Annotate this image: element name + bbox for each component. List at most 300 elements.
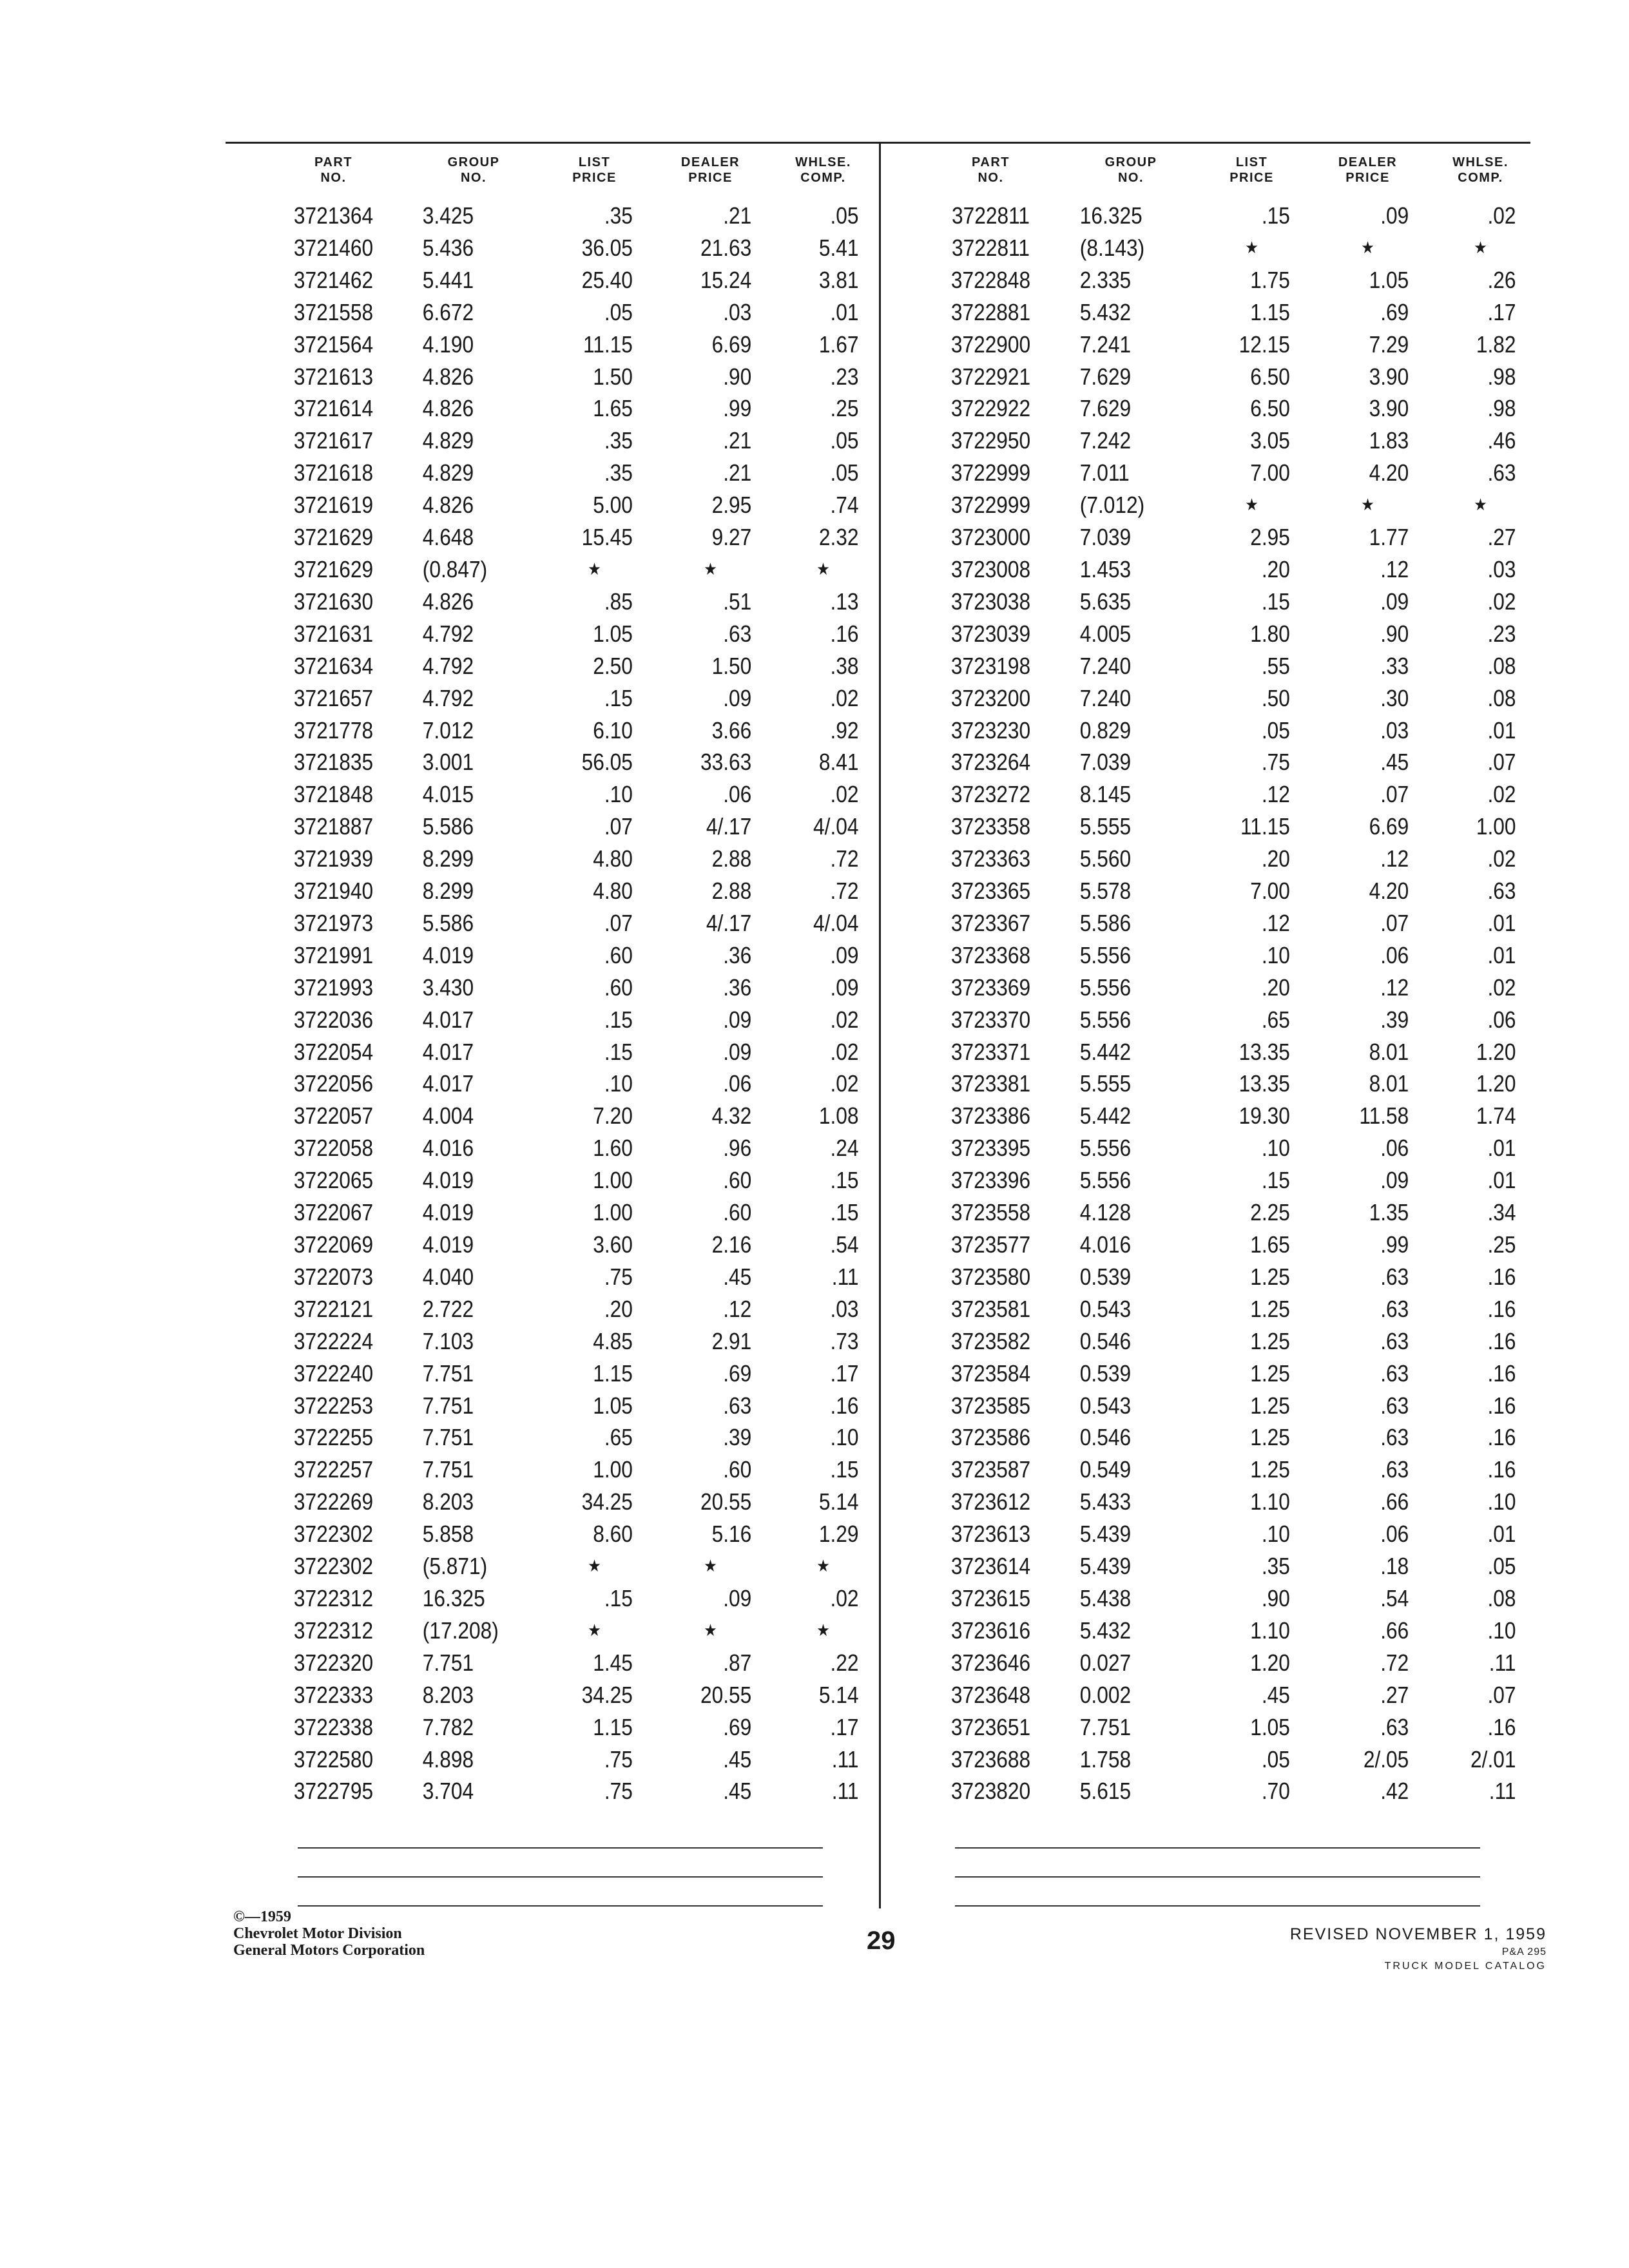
table-row bbox=[258, 1775, 876, 1807]
whlse-comp-cell: .02 bbox=[830, 1038, 859, 1065]
group-number-cell: 4.004 bbox=[422, 1102, 474, 1129]
dealer-price-cell: .90 bbox=[723, 363, 752, 390]
whlse-comp-cell: .11 bbox=[831, 1263, 859, 1290]
table-row bbox=[915, 296, 1534, 329]
list-price-cell: 5.00 bbox=[593, 492, 633, 519]
table-row bbox=[258, 778, 876, 811]
dealer-price-cell: .99 bbox=[723, 395, 752, 422]
table-row bbox=[258, 1744, 876, 1776]
whlse-comp-cell: .34 bbox=[1487, 1199, 1516, 1226]
group-number-cell: 8.203 bbox=[422, 1488, 474, 1515]
list-price-cell: .60 bbox=[604, 974, 633, 1001]
group-number-cell: 4.040 bbox=[422, 1263, 474, 1290]
table-row bbox=[915, 1550, 1534, 1582]
part-number-cell: 3721887 bbox=[293, 813, 374, 840]
dealer-price-cell: .69 bbox=[723, 1713, 752, 1740]
list-price-cell: 1.25 bbox=[1250, 1456, 1290, 1483]
table-row bbox=[915, 1164, 1534, 1196]
group-number-cell: 4.019 bbox=[422, 941, 474, 968]
list-price-cell: 12.15 bbox=[1239, 331, 1290, 358]
dealer-price-cell: 6.69 bbox=[1369, 813, 1409, 840]
dealer-price-cell: .27 bbox=[1380, 1681, 1409, 1708]
dealer-price-cell: .12 bbox=[1380, 974, 1409, 1001]
whlse-comp-cell: .02 bbox=[830, 684, 859, 711]
right-price-table bbox=[915, 155, 1534, 1807]
table-row bbox=[258, 521, 876, 553]
list-price-cell: .10 bbox=[1261, 1135, 1290, 1162]
whlse-comp-cell: ★ bbox=[1474, 495, 1487, 515]
table-row bbox=[258, 907, 876, 939]
group-number-cell: 4.016 bbox=[422, 1135, 474, 1162]
part-number-cell: 3723615 bbox=[950, 1584, 1031, 1611]
part-number-cell: 3723358 bbox=[950, 813, 1031, 840]
dealer-price-cell: .69 bbox=[723, 1360, 752, 1387]
list-price-cell: 2.50 bbox=[593, 652, 633, 679]
list-price-cell: 36.05 bbox=[581, 234, 633, 261]
table-row bbox=[915, 1004, 1534, 1036]
whlse-comp-cell: 1.00 bbox=[1476, 813, 1516, 840]
whlse-comp-cell: 1.08 bbox=[818, 1102, 859, 1129]
list-price-cell: .12 bbox=[1261, 781, 1290, 808]
table-row bbox=[258, 1261, 876, 1293]
dealer-price-cell: .06 bbox=[1380, 1521, 1409, 1548]
list-price-cell: 1.15 bbox=[1250, 298, 1290, 325]
part-number-cell: 3721631 bbox=[293, 620, 374, 647]
header-part-no: PART NO. bbox=[972, 155, 1010, 185]
table-row bbox=[915, 489, 1534, 521]
whlse-comp-cell: .72 bbox=[830, 845, 859, 872]
part-number-cell: 3721364 bbox=[293, 202, 374, 229]
dealer-price-cell: .63 bbox=[1380, 1263, 1409, 1290]
blank-entry-line bbox=[298, 1847, 823, 1849]
dealer-price-cell: .96 bbox=[723, 1135, 752, 1162]
part-number-cell: 3722065 bbox=[293, 1167, 374, 1194]
part-number-cell: 3722320 bbox=[293, 1649, 374, 1676]
part-number-cell: 3722302 bbox=[293, 1553, 374, 1580]
header-dealer-price: DEALER PRICE bbox=[680, 155, 740, 185]
whlse-comp-cell: 5.41 bbox=[818, 234, 859, 261]
table-row bbox=[915, 361, 1534, 393]
whlse-comp-cell: .02 bbox=[830, 781, 859, 808]
part-number-cell: 3723000 bbox=[950, 524, 1031, 551]
dealer-price-cell: 7.29 bbox=[1369, 331, 1409, 358]
table-row bbox=[258, 457, 876, 489]
table-row bbox=[915, 746, 1534, 778]
part-number-cell: 3723381 bbox=[950, 1070, 1031, 1097]
part-number-cell: 3723582 bbox=[950, 1327, 1031, 1354]
whlse-comp-cell: .25 bbox=[830, 395, 859, 422]
group-number-cell: 5.615 bbox=[1079, 1778, 1132, 1805]
group-number-cell: 8.299 bbox=[422, 878, 474, 905]
part-number-cell: 3723371 bbox=[950, 1038, 1031, 1065]
copyright-block bbox=[233, 1908, 425, 1959]
list-price-cell: 1.45 bbox=[593, 1649, 633, 1676]
part-number-cell: 3721630 bbox=[293, 588, 374, 615]
whlse-comp-cell: 1.20 bbox=[1476, 1038, 1516, 1065]
list-price-cell: ★ bbox=[588, 559, 601, 579]
part-number-cell: 3722073 bbox=[293, 1263, 374, 1290]
whlse-comp-cell: .08 bbox=[1487, 684, 1516, 711]
header-whlse-comp: WHLSE. COMP. bbox=[795, 155, 851, 185]
list-price-cell: .85 bbox=[604, 588, 633, 615]
list-price-cell: .20 bbox=[1261, 555, 1290, 582]
table-row bbox=[915, 553, 1534, 586]
list-price-cell: .15 bbox=[604, 1038, 633, 1065]
dealer-price-cell: 4.20 bbox=[1369, 878, 1409, 905]
group-number-cell: 7.039 bbox=[1079, 749, 1132, 776]
list-price-cell: 3.60 bbox=[593, 1231, 633, 1258]
group-number-cell: 7.240 bbox=[1079, 652, 1132, 679]
list-price-cell: 1.15 bbox=[593, 1713, 633, 1740]
group-number-cell: 4.826 bbox=[422, 363, 474, 390]
part-number-cell: 3721617 bbox=[293, 427, 374, 454]
whlse-comp-cell: 2.32 bbox=[818, 524, 859, 551]
whlse-comp-cell: ★ bbox=[816, 559, 830, 579]
part-number-cell: 3721835 bbox=[293, 749, 374, 776]
list-price-cell: 1.20 bbox=[1250, 1649, 1290, 1676]
dealer-price-cell: .09 bbox=[1380, 202, 1409, 229]
part-number-cell: 3721613 bbox=[293, 363, 374, 390]
table-row bbox=[915, 778, 1534, 811]
list-price-cell: .50 bbox=[1261, 684, 1290, 711]
whlse-comp-cell: .10 bbox=[1487, 1617, 1516, 1644]
group-number-cell: 4.017 bbox=[422, 1006, 474, 1033]
dealer-price-cell: .45 bbox=[1380, 749, 1409, 776]
whlse-comp-cell: .07 bbox=[1487, 1681, 1516, 1708]
table-row bbox=[915, 1647, 1534, 1679]
table-row bbox=[915, 1582, 1534, 1615]
table-row bbox=[915, 1679, 1534, 1711]
dealer-price-cell: .09 bbox=[723, 684, 752, 711]
header-group-no: GROUP NO. bbox=[447, 155, 500, 185]
group-number-cell: 4.017 bbox=[422, 1038, 474, 1065]
part-number-cell: 3721657 bbox=[293, 684, 374, 711]
whlse-comp-cell: 1.29 bbox=[818, 1521, 859, 1548]
part-number-cell: 3721778 bbox=[293, 716, 374, 744]
dealer-price-cell: .99 bbox=[1380, 1231, 1409, 1258]
part-number-cell: 3721460 bbox=[293, 234, 374, 261]
table-row bbox=[915, 586, 1534, 618]
part-number-cell: 3722881 bbox=[950, 298, 1031, 325]
list-price-cell: 56.05 bbox=[581, 749, 633, 776]
part-number-cell: 3721618 bbox=[293, 459, 374, 486]
whlse-comp-cell: .03 bbox=[830, 1295, 859, 1322]
group-number-cell: 7.241 bbox=[1079, 331, 1132, 358]
table-row bbox=[258, 1711, 876, 1744]
list-price-cell: 1.75 bbox=[1250, 266, 1290, 293]
list-price-cell: .65 bbox=[604, 1424, 633, 1451]
whlse-comp-cell: .02 bbox=[830, 1070, 859, 1097]
part-number-cell: 3721848 bbox=[293, 781, 374, 808]
table-row bbox=[258, 329, 876, 361]
group-number-cell: 5.442 bbox=[1079, 1038, 1132, 1065]
division-name: Chevrolet Motor Division bbox=[233, 1925, 402, 1942]
dealer-price-cell: .03 bbox=[723, 298, 752, 325]
dealer-price-cell: .36 bbox=[723, 974, 752, 1001]
list-price-cell: .15 bbox=[1261, 202, 1290, 229]
whlse-comp-cell: .15 bbox=[830, 1199, 859, 1226]
list-price-cell: 4.80 bbox=[593, 878, 633, 905]
whlse-comp-cell: .17 bbox=[830, 1713, 859, 1740]
dealer-price-cell: 21.63 bbox=[700, 234, 752, 261]
whlse-comp-cell: .72 bbox=[830, 878, 859, 905]
list-price-cell: 1.25 bbox=[1250, 1360, 1290, 1387]
table-row bbox=[258, 1036, 876, 1068]
part-number-cell: 3723386 bbox=[950, 1102, 1031, 1129]
header-group-no: GROUP NO. bbox=[1104, 155, 1157, 185]
list-price-cell: .20 bbox=[1261, 974, 1290, 1001]
dealer-price-cell: .63 bbox=[1380, 1360, 1409, 1387]
whlse-comp-cell: .01 bbox=[1487, 716, 1516, 744]
table-row bbox=[258, 1454, 876, 1486]
dealer-price-cell: .12 bbox=[1380, 845, 1409, 872]
dealer-price-cell: .06 bbox=[723, 1070, 752, 1097]
list-price-cell: 7.20 bbox=[593, 1102, 633, 1129]
table-row bbox=[258, 1068, 876, 1100]
whlse-comp-cell: .11 bbox=[1489, 1649, 1516, 1676]
part-number-cell: 3723820 bbox=[950, 1778, 1031, 1805]
whlse-comp-cell: .15 bbox=[830, 1167, 859, 1194]
whlse-comp-cell: .98 bbox=[1487, 395, 1516, 422]
right-price-column bbox=[915, 155, 1534, 1807]
dealer-price-cell: .07 bbox=[1380, 909, 1409, 936]
part-number-cell: 3722036 bbox=[293, 1006, 374, 1033]
list-price-cell: .15 bbox=[604, 1006, 633, 1033]
part-number-cell: 3721558 bbox=[293, 298, 374, 325]
list-price-cell: 4.85 bbox=[593, 1327, 633, 1354]
header-whlse-comp: WHLSE. COMP. bbox=[1452, 155, 1509, 185]
dealer-price-cell: .33 bbox=[1380, 652, 1409, 679]
whlse-comp-cell: .10 bbox=[830, 1424, 859, 1451]
dealer-price-cell: .45 bbox=[723, 1778, 752, 1805]
list-price-cell: 1.00 bbox=[593, 1199, 633, 1226]
list-price-cell: ★ bbox=[588, 1620, 601, 1640]
table-row bbox=[258, 489, 876, 521]
dealer-price-cell: .66 bbox=[1380, 1617, 1409, 1644]
dealer-price-cell: 20.55 bbox=[700, 1488, 752, 1515]
dealer-price-cell: .90 bbox=[1380, 620, 1409, 647]
list-price-cell: 25.40 bbox=[581, 266, 633, 293]
part-number-cell: 3723396 bbox=[950, 1167, 1031, 1194]
whlse-comp-cell: .05 bbox=[830, 427, 859, 454]
table-row bbox=[915, 1421, 1534, 1454]
table-row bbox=[915, 521, 1534, 553]
table-row bbox=[915, 1293, 1534, 1325]
list-price-cell: 1.50 bbox=[593, 363, 633, 390]
group-number-cell: 4.826 bbox=[422, 588, 474, 615]
whlse-comp-cell: 1.67 bbox=[818, 331, 859, 358]
whlse-comp-cell: .02 bbox=[1487, 781, 1516, 808]
whlse-comp-cell: .11 bbox=[831, 1778, 859, 1805]
part-number-cell: 3722269 bbox=[293, 1488, 374, 1515]
list-price-cell: 6.10 bbox=[593, 716, 633, 744]
group-number-cell: 5.433 bbox=[1079, 1488, 1132, 1515]
group-number-cell: 3.704 bbox=[422, 1778, 474, 1805]
group-number-cell: 2.722 bbox=[422, 1295, 474, 1322]
part-number-cell: 3722069 bbox=[293, 1231, 374, 1258]
list-price-cell: 15.45 bbox=[581, 524, 633, 551]
group-number-cell: 7.782 bbox=[422, 1713, 474, 1740]
whlse-comp-cell: .16 bbox=[1487, 1392, 1516, 1419]
list-price-cell: .20 bbox=[604, 1295, 633, 1322]
dealer-price-cell: 5.16 bbox=[711, 1521, 752, 1548]
group-number-cell: 5.442 bbox=[1079, 1102, 1132, 1129]
group-number-cell: 7.751 bbox=[1079, 1713, 1132, 1740]
part-number-cell: 3723614 bbox=[950, 1553, 1031, 1580]
part-number-cell: 3721614 bbox=[293, 395, 374, 422]
list-price-cell: .60 bbox=[604, 941, 633, 968]
group-number-cell: 3.430 bbox=[422, 974, 474, 1001]
part-number-cell: 3723365 bbox=[950, 878, 1031, 905]
list-price-cell: .90 bbox=[1261, 1584, 1290, 1611]
part-number-cell: 3723584 bbox=[950, 1360, 1031, 1387]
part-number-cell: 3723272 bbox=[950, 781, 1031, 808]
blank-entry-line bbox=[955, 1876, 1480, 1878]
dealer-price-cell: 1.05 bbox=[1369, 266, 1409, 293]
group-number-cell: 5.858 bbox=[422, 1521, 474, 1548]
group-number-cell: 4.019 bbox=[422, 1231, 474, 1258]
group-number-cell: 5.556 bbox=[1079, 1135, 1132, 1162]
group-number-cell: (7.012) bbox=[1079, 492, 1145, 519]
whlse-comp-cell: .63 bbox=[1487, 459, 1516, 486]
whlse-comp-cell: ★ bbox=[816, 1556, 830, 1576]
whlse-comp-cell: .63 bbox=[1487, 878, 1516, 905]
group-number-cell: 5.578 bbox=[1079, 878, 1132, 905]
list-price-cell: 7.00 bbox=[1250, 459, 1290, 486]
table-row bbox=[915, 1744, 1534, 1776]
list-price-cell: .35 bbox=[604, 202, 633, 229]
group-number-cell: 16.325 bbox=[422, 1584, 485, 1611]
list-price-cell: .15 bbox=[1261, 1167, 1290, 1194]
group-number-cell: 8.203 bbox=[422, 1681, 474, 1708]
whlse-comp-cell: .01 bbox=[1487, 909, 1516, 936]
list-price-cell: .05 bbox=[1261, 716, 1290, 744]
list-price-cell: .15 bbox=[1261, 588, 1290, 615]
catalog-name: TRUCK MODEL CATALOG bbox=[1384, 1961, 1547, 1972]
table-row bbox=[258, 843, 876, 875]
table-row bbox=[258, 392, 876, 425]
group-number-cell: 5.439 bbox=[1079, 1521, 1132, 1548]
table-row bbox=[915, 1390, 1534, 1422]
part-number-cell: 3723369 bbox=[950, 974, 1031, 1001]
list-price-cell: ★ bbox=[588, 1556, 601, 1576]
group-number-cell: 7.011 bbox=[1079, 459, 1130, 486]
dealer-price-cell: .63 bbox=[1380, 1713, 1409, 1740]
list-price-cell: 1.65 bbox=[1250, 1231, 1290, 1258]
table-row bbox=[915, 264, 1534, 296]
whlse-comp-cell: .23 bbox=[830, 363, 859, 390]
part-number-cell: 3722921 bbox=[950, 363, 1031, 390]
dealer-price-cell: 2/.05 bbox=[1363, 1745, 1409, 1773]
table-row bbox=[915, 457, 1534, 489]
table-row bbox=[258, 553, 876, 586]
part-number-cell: 3723198 bbox=[950, 652, 1031, 679]
dealer-price-cell: 1.50 bbox=[711, 652, 752, 679]
list-price-cell: .10 bbox=[604, 1070, 633, 1097]
whlse-comp-cell: .01 bbox=[1487, 941, 1516, 968]
dealer-price-cell: .12 bbox=[723, 1295, 752, 1322]
dealer-price-cell: .60 bbox=[723, 1167, 752, 1194]
dealer-price-cell: 15.24 bbox=[700, 266, 752, 293]
group-number-cell: 7.240 bbox=[1079, 684, 1132, 711]
table-row bbox=[915, 907, 1534, 939]
group-number-cell: 5.555 bbox=[1079, 1070, 1132, 1097]
dealer-price-cell: .51 bbox=[723, 588, 752, 615]
group-number-cell: 4.017 bbox=[422, 1070, 474, 1097]
list-price-cell: .75 bbox=[604, 1778, 633, 1805]
dealer-price-cell: .07 bbox=[1380, 781, 1409, 808]
table-row bbox=[258, 232, 876, 264]
group-number-cell: 4.015 bbox=[422, 781, 474, 808]
table-row bbox=[915, 1196, 1534, 1229]
list-price-cell: .35 bbox=[1261, 1553, 1290, 1580]
list-price-cell: 8.60 bbox=[593, 1521, 633, 1548]
whlse-comp-cell: .03 bbox=[1487, 555, 1516, 582]
dealer-price-cell: .63 bbox=[1380, 1424, 1409, 1451]
whlse-comp-cell: .13 bbox=[830, 588, 859, 615]
table-row bbox=[915, 939, 1534, 972]
whlse-comp-cell: .01 bbox=[1487, 1135, 1516, 1162]
part-number-cell: 3721973 bbox=[293, 909, 374, 936]
whlse-comp-cell: .02 bbox=[1487, 845, 1516, 872]
group-number-cell: 8.145 bbox=[1079, 781, 1132, 808]
dealer-price-cell: 6.69 bbox=[711, 331, 752, 358]
table-row bbox=[915, 1486, 1534, 1518]
part-number-cell: 3723008 bbox=[950, 555, 1031, 582]
part-number-cell: 3723558 bbox=[950, 1199, 1031, 1226]
dealer-price-cell: .54 bbox=[1380, 1584, 1409, 1611]
header-list-price: LIST PRICE bbox=[572, 155, 617, 185]
group-number-cell: 1.453 bbox=[1079, 555, 1132, 582]
dealer-price-cell: .60 bbox=[723, 1456, 752, 1483]
whlse-comp-cell: .01 bbox=[830, 298, 859, 325]
list-price-cell: 11.15 bbox=[1240, 813, 1290, 840]
group-number-cell: 5.556 bbox=[1079, 974, 1132, 1001]
list-price-cell: 1.00 bbox=[593, 1456, 633, 1483]
whlse-comp-cell: .16 bbox=[1487, 1360, 1516, 1387]
table-row bbox=[915, 1261, 1534, 1293]
dealer-price-cell: ★ bbox=[704, 1620, 717, 1640]
group-number-cell: 3.001 bbox=[422, 749, 474, 776]
part-number-cell: 3721993 bbox=[293, 974, 374, 1001]
list-price-cell: .65 bbox=[1261, 1006, 1290, 1033]
whlse-comp-cell: .17 bbox=[830, 1360, 859, 1387]
dealer-price-cell: .63 bbox=[723, 620, 752, 647]
table-row bbox=[258, 361, 876, 393]
whlse-comp-cell: .09 bbox=[830, 941, 859, 968]
list-price-cell: 1.25 bbox=[1250, 1327, 1290, 1354]
part-number-cell: 3722922 bbox=[950, 395, 1031, 422]
list-price-cell: .15 bbox=[604, 684, 633, 711]
list-price-cell: .45 bbox=[1261, 1681, 1290, 1708]
table-row bbox=[915, 1775, 1534, 1807]
whlse-comp-cell: .02 bbox=[1487, 974, 1516, 1001]
whlse-comp-cell: .25 bbox=[1487, 1231, 1516, 1258]
dealer-price-cell: ★ bbox=[1361, 237, 1374, 257]
table-row bbox=[258, 264, 876, 296]
table-row bbox=[258, 1550, 876, 1582]
dealer-price-cell: 1.35 bbox=[1369, 1199, 1409, 1226]
blank-entry-line bbox=[298, 1905, 823, 1907]
dealer-price-cell: .63 bbox=[723, 1392, 752, 1419]
part-number-cell: 3722121 bbox=[293, 1295, 374, 1322]
part-number-cell: 3722257 bbox=[293, 1456, 374, 1483]
dealer-price-cell: 8.01 bbox=[1369, 1038, 1409, 1065]
group-number-cell: 5.432 bbox=[1079, 298, 1132, 325]
dealer-price-cell: .39 bbox=[1380, 1006, 1409, 1033]
group-number-cell: 0.549 bbox=[1079, 1456, 1132, 1483]
part-number-cell: 3722253 bbox=[293, 1392, 374, 1419]
